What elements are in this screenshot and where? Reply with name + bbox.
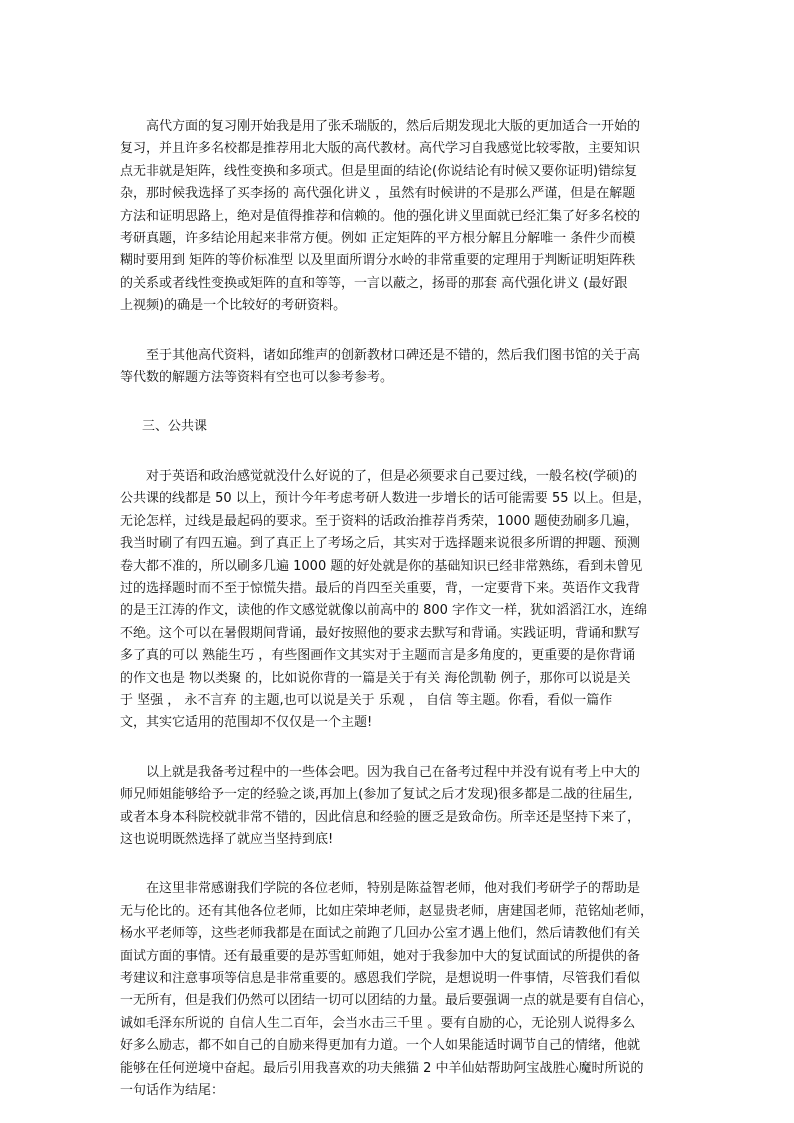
paragraph-1 (120, 116, 678, 318)
text-line: 公共课的线都是 50 以上，预计今年考虑考研人数进一步增长的话可能需要 55 以上。但是， (120, 491, 651, 507)
text-line: 高代方面的复习刚开始我是用了张禾瑞版的，然后后期发现北大版的更加适合一开始的 (120, 119, 641, 134)
text-line: 至于其他高代资料，诸如邱维声的创新教材口碑还是不错的，然后我们图书馆的关于高 (120, 347, 641, 363)
text-line: 一无所有，但是我们仍然可以团结一切可以团结的力量。最后要强调一点的就是要有自信心， (120, 993, 654, 1009)
text-line: 上视频)的确是一个比较好的考研资料。 (120, 298, 347, 314)
text-line: 考建议和注意事项等信息是非常重要的。感恩我们学院，是想说明一件事情，尽管我们看似 (120, 971, 641, 986)
text-line: 于 坚强 ， 永不言弃 的主题,也可以说是关于 乐观 ， 自信 等主题。你看，看似一篇作 (120, 692, 613, 708)
text-line: 无论怎样，过线是最起码的要求。至于资料的话政治推荐肖秀荣，1000 题使劲刷多几遍， (120, 513, 639, 529)
text-line: 杂，那时候我选择了买李扬的 高代强化讲义 ，虽然有时候讲的不是那么严谨，但是在解题 (120, 186, 636, 202)
text-line: 文，其实它适用的范围却不仅仅是一个主题! (120, 715, 373, 731)
text-line: 杨水平老师等，这些老师我都是在面试之前跑了几回办公室才遇上他们，然后请教他们有关 (120, 926, 641, 942)
text-line: 过的选择题时而不至于惊慌失措。最后的肖四至关重要，背，一定要背下来。英语作文我背 (120, 580, 641, 596)
section-heading: 三、公共课 (142, 419, 208, 435)
text-line: 一句话作为结尾： (120, 1083, 225, 1099)
text-line: 多了真的可以 熟能生巧 ，有些图画作文其实对于主题而言是多角度的，更重要的是你背诵 (120, 648, 636, 664)
text-line: 好多么励志，都不如自己的自励来得更加有力道。一个人如果能适时调节自己的情绪，他就 (120, 1038, 641, 1054)
text-line: 不绝。这个可以在暑假期间背诵，最好按照他的要求去默写和背诵。实践证明，背诵和默写 (120, 625, 641, 641)
text-line: 的是王江涛的作文，读他的作文感觉就像以前高中的 800 字作文一样，犹如滔滔江水，连绵 (120, 603, 648, 619)
paragraph-4 (120, 762, 678, 852)
text-line: 师兄师姐能够给予一定的经验之谈,再加上(参加了复试之后才发现)很多都是二战的往届生, (120, 787, 633, 803)
text-line: 以上就是我备考过程中的一些体会吧。因为我自己在备考过程中并没有说有考上中大的 (120, 764, 641, 780)
text-line: 点无非就是矩阵，线性变换和多项式。但是里面的结论(你说结论有时候又要你证明)错综复 (120, 163, 638, 179)
text-line: 等代数的解题方法等资料有空也可以参考参考。 (120, 370, 394, 386)
text-line: 考研真题，许多结论用起来非常方便。例如 正定矩阵的平方根分解且分解唯一 条件少而模 (120, 231, 636, 247)
text-line: 对于英语和政治感觉就没什么好说的了，但是必须要求自己要过线，一般名校(学硕)的 (120, 468, 638, 484)
text-line: 的作文也是 物以类聚 的，比如说你背的一篇是关于有关 海伦凯勒 例子，那你可以说是关 (120, 670, 631, 686)
text-line: 的关系或者线性变换或矩阵的直和等等，一言以蔽之，扬哥的那套 高代强化讲义 (最好跟 (120, 275, 628, 291)
document-body (120, 116, 678, 1102)
text-line: 复习，并且许多名校都是推荐用北大版的高代教材。高代学习自我感觉比较零散，主要知识 (120, 141, 641, 157)
paragraph-5 (120, 878, 678, 1102)
text-line: 卷大都不准的，所以刷多几遍 1000 题的好处就是你的基础知识已经非常熟练，看到未曾见 (120, 558, 643, 574)
text-line: 这也说明既然选择了就应当坚持到底! (120, 831, 334, 847)
text-line: 在这里非常感谢我们学院的各位老师，特别是陈益智老师，他对我们考研学子的帮助是 (120, 881, 641, 897)
paragraph-2 (120, 345, 678, 390)
text-line: 方法和证明思路上，绝对是值得推荐和信赖的。他的强化讲义里面就已经汇集了好多名校的 (120, 208, 641, 224)
text-line: 糊时要用到 矩阵的等价标准型 以及里面所谓分水岭的非常重要的定理用于判断证明矩阵秩 (120, 253, 636, 269)
text-line: 能够在任何逆境中奋起。最后引用我喜欢的功夫熊猫 2 中羊仙姑帮助阿宝战胜心魔时所说的 (120, 1060, 644, 1076)
paragraph-3 (120, 466, 678, 735)
text-line: 或者本身本科院校就非常不错的，因此信息和经验的匮乏是致命伤。所幸还是坚持下来了， (120, 809, 641, 825)
text-line: 我当时刷了有四五遍。到了真正上了考场之后，其实对于选择题来说很多所谓的押题、预测 (120, 536, 641, 552)
text-line: 面试方面的事情。还有最重要的是苏雪虹师姐，她对于我参加中大的复试面试的所提供的备 (120, 948, 641, 964)
text-line: 无与伦比的。还有其他各位老师，比如庄荣坤老师，赵显贵老师，唐建国老师，范铭灿老师， (120, 903, 654, 919)
text-line: 诚如毛泽东所说的 自信人生二百年，会当水击三千里 。要有自励的心，无论别人说得多么 (120, 1015, 636, 1031)
